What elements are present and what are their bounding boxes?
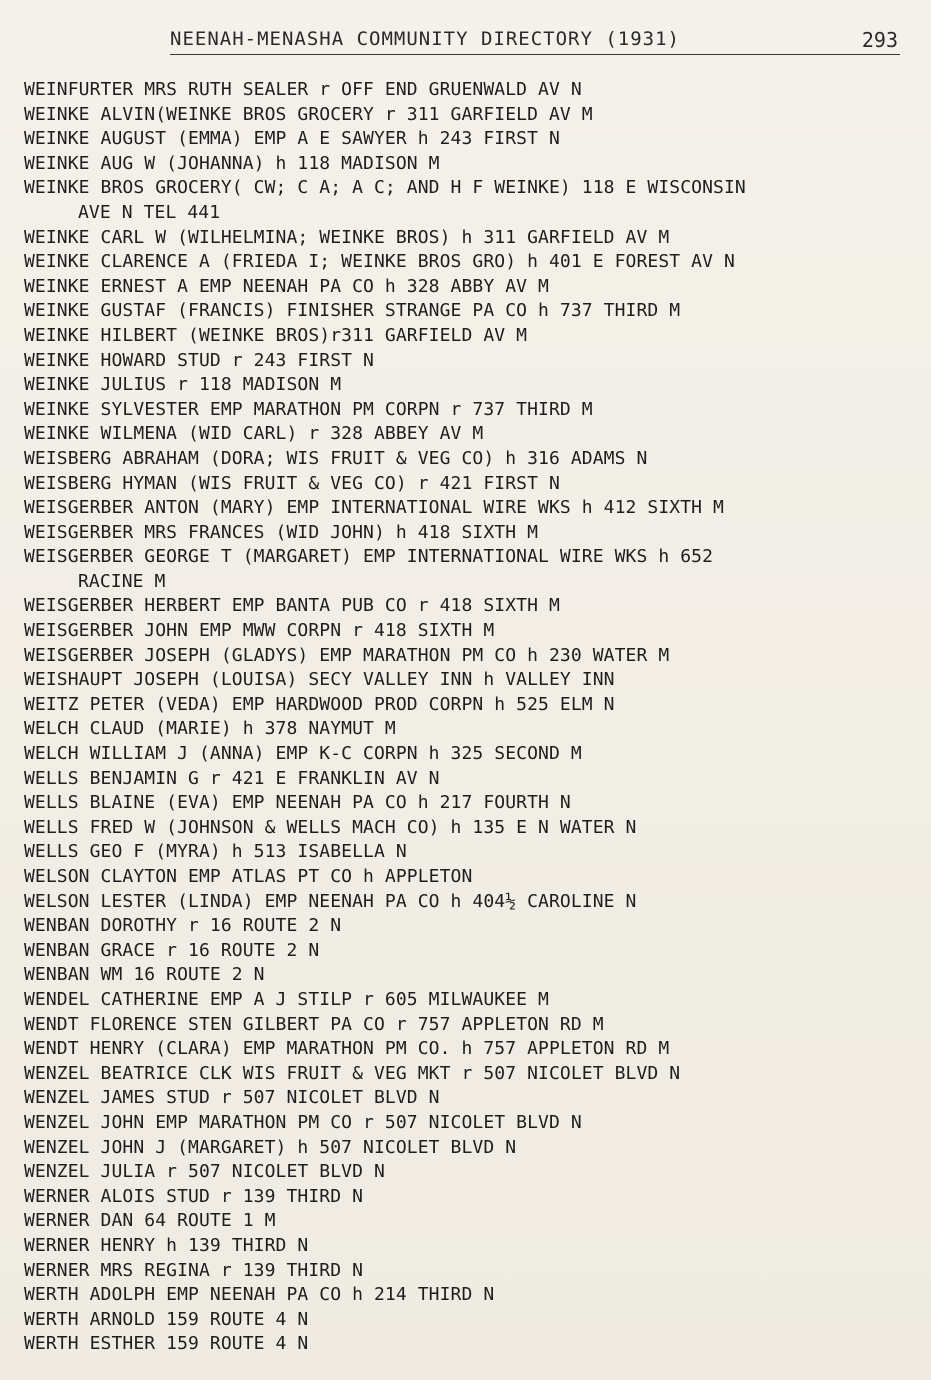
directory-entry: WEINKE AUGUST (EMMA) EMP A E SAWYER h 243 FIRST N (24, 128, 560, 150)
directory-entry: WENBAN GRACE r 16 ROUTE 2 N (24, 939, 320, 961)
directory-entry: WEISGERBER ANTON (MARY) EMP INTERNATIONAL WIRE WKS h 412 SIXTH M (24, 497, 724, 519)
page-number: 293 (861, 28, 898, 52)
directory-entry-continuation: AVE N TEL 441 (78, 201, 221, 223)
directory-entry: WEINKE CLARENCE A (FRIEDA I; WEINKE BROS GRO) h 401 E FOREST AV N (24, 251, 735, 273)
directory-entry: WEISGERBER GEORGE T (MARGARET) EMP INTERNATIONAL WIRE WKS h 652 (24, 546, 714, 568)
directory-entry: WENBAN WM 16 ROUTE 2 N (24, 964, 265, 986)
directory-entry: WENZEL JOHN EMP MARATHON PM CO r 507 NICOLET BLVD N (24, 1111, 582, 1133)
page-header (170, 28, 910, 58)
directory-entry: WERNER MRS REGINA r 139 THIRD N (24, 1259, 364, 1281)
directory-entry: WEISGERBER JOHN EMP MWW CORPN r 418 SIXTH M (24, 620, 495, 642)
directory-entry: WELSON CLAYTON EMP ATLAS PT CO h APPLETON (24, 866, 473, 887)
directory-entry: WELCH CLAUD (MARIE) h 378 NAYMUT M (24, 718, 396, 740)
directory-entry: WERTH ESTHER 159 ROUTE 4 N (24, 1333, 309, 1355)
directory-entry: WELCH WILLIAM J (ANNA) EMP K-C CORPN h 325 SECOND M (24, 743, 582, 765)
directory-entry: WELLS BLAINE (EVA) EMP NEENAH PA CO h 217 FOURTH N (24, 792, 571, 814)
directory-entry: WEINKE SYLVESTER EMP MARATHON PM CORPN r 737 THIRD M (24, 398, 593, 420)
directory-entry: WEISGERBER HERBERT EMP BANTA PUB CO r 418 SIXTH M (24, 595, 560, 617)
directory-entry: WERNER ALOIS STUD r 139 THIRD N (24, 1185, 364, 1207)
directory-entry: WENDEL CATHERINE EMP A J STILP r 605 MILWAUKEE M (24, 988, 549, 1010)
directory-entry: WERTH ADOLPH EMP NEENAH PA CO h 214 THIRD N (24, 1284, 495, 1306)
directory-entries (24, 78, 919, 1357)
directory-entry: WEITZ PETER (VEDA) EMP HARDWOOD PROD CORPN h 525 ELM N (24, 693, 615, 715)
directory-entry: WEINKE ALVIN(WEINKE BROS GROCERY r 311 GARFIELD AV M (24, 103, 593, 125)
directory-entry: WEINKE CARL W (WILHELMINA; WEINKE BROS) h 311 GARFIELD AV M (24, 226, 670, 248)
directory-entry: WENDT HENRY (CLARA) EMP MARATHON PM CO. h 757 APPLETON RD M (24, 1038, 670, 1060)
directory-entry: WENZEL BEATRICE CLK WIS FRUIT & VEG MKT r 507 NICOLET BLVD N (24, 1062, 681, 1084)
directory-entry: WENZEL JAMES STUD r 507 NICOLET BLVD N (24, 1087, 440, 1109)
directory-entry: WENZEL JOHN J (MARGARET) h 507 NICOLET BLVD N (24, 1136, 517, 1158)
directory-entry: WEISGERBER JOSEPH (GLADYS) EMP MARATHON PM CO h 230 WATER M (24, 644, 670, 666)
directory-entry: WEINKE AUG W (JOHANNA) h 118 MADISON M (24, 152, 440, 174)
directory-entry: WEISGERBER MRS FRANCES (WID JOHN) h 418 SIXTH M (24, 521, 539, 543)
directory-entry: WENDT FLORENCE STEN GILBERT PA CO r 757 APPLETON RD M (24, 1013, 604, 1035)
directory-entry: WEISHAUPT JOSEPH (LOUISA) SECY VALLEY INN h VALLEY INN (24, 669, 615, 691)
directory-entry: WEINKE BROS GROCERY( CW; C A; A C; AND H F WEINKE) 118 E WISCONSIN (24, 177, 746, 199)
directory-entry: WENBAN DOROTHY r 16 ROUTE 2 N (24, 915, 342, 937)
directory-entry: WELLS FRED W (JOHNSON & WELLS MACH CO) h 135 E N WATER N (24, 816, 637, 838)
directory-entry: WEINKE HILBERT (WEINKE BROS)r311 GARFIELD AV M (24, 324, 528, 346)
directory-entry: WEINKE GUSTAF (FRANCIS) FINISHER STRANGE PA CO h 737 THIRD M (24, 300, 681, 322)
directory-entry-continuation: RACINE M (78, 570, 166, 592)
directory-entry: WEINKE JULIUS r 118 MADISON M (24, 374, 342, 396)
directory-entry: WEINFURTER MRS RUTH SEALER r OFF END GRUENWALD AV N (24, 79, 582, 100)
directory-entry: WEINKE HOWARD STUD r 243 FIRST N (24, 349, 374, 371)
directory-entry: WEISBERG ABRAHAM (DORA; WIS FRUIT & VEG CO) h 316 ADAMS N (24, 447, 648, 469)
directory-entry: WERTH ARNOLD 159 ROUTE 4 N (24, 1308, 309, 1330)
directory-entry: WEINKE WILMENA (WID CARL) r 328 ABBEY AV M (24, 423, 484, 445)
directory-entry: WEINKE ERNEST A EMP NEENAH PA CO h 328 ABBY AV M (24, 275, 549, 297)
directory-entry: WEISBERG HYMAN (WIS FRUIT & VEG CO) r 421 FIRST N (24, 472, 560, 494)
directory-entry: WERNER HENRY h 139 THIRD N (24, 1234, 309, 1256)
directory-entry: WELLS GEO F (MYRA) h 513 ISABELLA N (24, 841, 407, 863)
directory-entry: WENZEL JULIA r 507 NICOLET BLVD N (24, 1161, 385, 1183)
directory-entry: WELSON LESTER (LINDA) EMP NEENAH PA CO h 404½ CAROLINE N (24, 890, 637, 912)
directory-entry: WELLS BENJAMIN G r 421 E FRANKLIN AV N (24, 767, 440, 789)
directory-entry: WERNER DAN 64 ROUTE 1 M (24, 1210, 276, 1232)
header-rule (170, 54, 900, 55)
directory-title: NEENAH-MENASHA COMMUNITY DIRECTORY (1931) (170, 28, 680, 50)
